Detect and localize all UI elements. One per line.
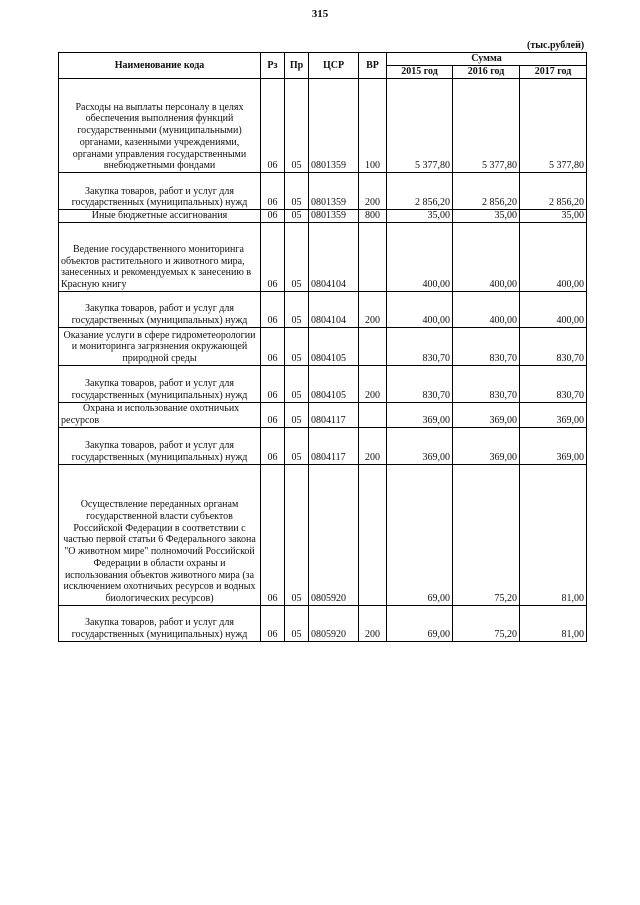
row-csr: 0804104	[309, 291, 359, 327]
row-vr: 200	[359, 291, 387, 327]
row-rz: 06	[261, 365, 285, 402]
row-name: Осуществление переданных органам государственной власти субъектов Российской Федерации в соответствии с частью первой статьи 6 Федерального закона "О животном мире" полномочий Российской Федерации в области охраны и использования объектов животного мира (за исключением охотничьих ресурсов и водных биологических ресурсов)	[59, 464, 261, 605]
budget-table	[58, 52, 587, 642]
page-number: 315	[311, 8, 329, 20]
row-sum-2016: 830,70	[453, 365, 520, 402]
row-pr: 05	[285, 291, 309, 327]
row-name: Ведение государственного мониторинга объектов растительного и животного мира, занесенных и рекомендуемых к занесению в Красную книгу	[59, 222, 261, 291]
header-pr: Пр	[285, 53, 309, 79]
header-csr: ЦСР	[309, 53, 359, 79]
row-sum-2017: 81,00	[520, 605, 587, 641]
row-sum-2017: 5 377,80	[520, 79, 587, 173]
row-pr: 05	[285, 605, 309, 641]
row-pr: 05	[285, 222, 309, 291]
row-csr: 0804105	[309, 365, 359, 402]
row-csr: 0804105	[309, 327, 359, 365]
header-vr: ВР	[359, 53, 387, 79]
row-sum-2016: 75,20	[453, 464, 520, 605]
row-vr	[359, 402, 387, 427]
row-rz: 06	[261, 210, 285, 223]
row-csr: 0801359	[309, 79, 359, 173]
row-sum-2017: 35,00	[520, 210, 587, 223]
row-rz: 06	[261, 291, 285, 327]
row-sum-2016: 400,00	[453, 222, 520, 291]
table-row	[59, 402, 587, 427]
row-sum-2015: 400,00	[387, 222, 453, 291]
row-sum-2017: 400,00	[520, 291, 587, 327]
row-sum-2015: 2 856,20	[387, 173, 453, 210]
row-rz: 06	[261, 79, 285, 173]
row-csr: 0805920	[309, 605, 359, 641]
row-sum-2017: 81,00	[520, 464, 587, 605]
row-name: Закупка товаров, работ и услуг для государственных (муниципальных) нужд	[59, 605, 261, 641]
row-sum-2016: 369,00	[453, 427, 520, 464]
header-sum: Сумма	[387, 53, 587, 66]
row-vr	[359, 327, 387, 365]
table-row	[59, 173, 587, 210]
row-sum-2017: 400,00	[520, 222, 587, 291]
row-csr: 0804117	[309, 402, 359, 427]
row-vr	[359, 222, 387, 291]
row-pr: 05	[285, 402, 309, 427]
row-name: Закупка товаров, работ и услуг для государственных (муниципальных) нужд	[59, 173, 261, 210]
row-sum-2016: 35,00	[453, 210, 520, 223]
row-pr: 05	[285, 210, 309, 223]
header-rz: Рз	[261, 53, 285, 79]
table-row	[59, 365, 587, 402]
row-sum-2017: 2 856,20	[520, 173, 587, 210]
row-sum-2015: 369,00	[387, 427, 453, 464]
row-name: Закупка товаров, работ и услуг для государственных (муниципальных) нужд	[59, 291, 261, 327]
header-year-2017: 2017 год	[520, 66, 587, 79]
row-sum-2016: 75,20	[453, 605, 520, 641]
row-csr: 0804117	[309, 427, 359, 464]
row-sum-2015: 5 377,80	[387, 79, 453, 173]
row-csr: 0801359	[309, 173, 359, 210]
row-sum-2016: 830,70	[453, 327, 520, 365]
row-name: Охрана и использование охотничьих ресурсов	[59, 402, 261, 427]
row-sum-2015: 69,00	[387, 605, 453, 641]
row-vr	[359, 464, 387, 605]
header-year-2016: 2016 год	[453, 66, 520, 79]
table-row	[59, 222, 587, 291]
row-pr: 05	[285, 327, 309, 365]
row-sum-2016: 2 856,20	[453, 173, 520, 210]
table-row	[59, 291, 587, 327]
row-rz: 06	[261, 402, 285, 427]
row-sum-2017: 830,70	[520, 365, 587, 402]
table-row	[59, 427, 587, 464]
row-csr: 0801359	[309, 210, 359, 223]
row-pr: 05	[285, 173, 309, 210]
row-vr: 200	[359, 365, 387, 402]
row-sum-2017: 830,70	[520, 327, 587, 365]
row-pr: 05	[285, 427, 309, 464]
row-name: Расходы на выплаты персоналу в целях обеспечения выполнения функций государственными (муниципальными) органами, казенными учреждениями, органами управления государственными внебюджетными фондами	[59, 79, 261, 173]
table-row	[59, 605, 587, 641]
table-row	[59, 79, 587, 173]
row-vr: 200	[359, 605, 387, 641]
row-name: Закупка товаров, работ и услуг для государственных (муниципальных) нужд	[59, 427, 261, 464]
row-rz: 06	[261, 173, 285, 210]
row-csr: 0804104	[309, 222, 359, 291]
row-name: Иные бюджетные ассигнования	[59, 210, 261, 223]
row-sum-2015: 35,00	[387, 210, 453, 223]
row-name: Оказание услуги в сфере гидрометеорологии и мониторинга загрязнения окружающей природной среды	[59, 327, 261, 365]
units-label: (тыс.рублей)	[527, 40, 585, 51]
row-rz: 06	[261, 222, 285, 291]
row-pr: 05	[285, 464, 309, 605]
row-vr: 800	[359, 210, 387, 223]
row-vr: 200	[359, 173, 387, 210]
row-sum-2015: 369,00	[387, 402, 453, 427]
row-pr: 05	[285, 79, 309, 173]
row-rz: 06	[261, 464, 285, 605]
header-year-2015: 2015 год	[387, 66, 453, 79]
row-rz: 06	[261, 605, 285, 641]
table-body	[59, 79, 587, 642]
row-pr: 05	[285, 365, 309, 402]
row-sum-2017: 369,00	[520, 427, 587, 464]
row-sum-2015: 830,70	[387, 365, 453, 402]
row-csr: 0805920	[309, 464, 359, 605]
row-sum-2016: 369,00	[453, 402, 520, 427]
row-vr: 100	[359, 79, 387, 173]
row-sum-2016: 400,00	[453, 291, 520, 327]
row-sum-2017: 369,00	[520, 402, 587, 427]
table-row	[59, 464, 587, 605]
row-sum-2015: 69,00	[387, 464, 453, 605]
table-row	[59, 210, 587, 223]
row-name: Закупка товаров, работ и услуг для государственных (муниципальных) нужд	[59, 365, 261, 402]
row-sum-2015: 400,00	[387, 291, 453, 327]
row-sum-2016: 5 377,80	[453, 79, 520, 173]
row-rz: 06	[261, 327, 285, 365]
row-vr: 200	[359, 427, 387, 464]
row-rz: 06	[261, 427, 285, 464]
header-row-top	[59, 53, 587, 66]
table-row	[59, 327, 587, 365]
row-sum-2015: 830,70	[387, 327, 453, 365]
header-name: Наименование кода	[59, 53, 261, 79]
